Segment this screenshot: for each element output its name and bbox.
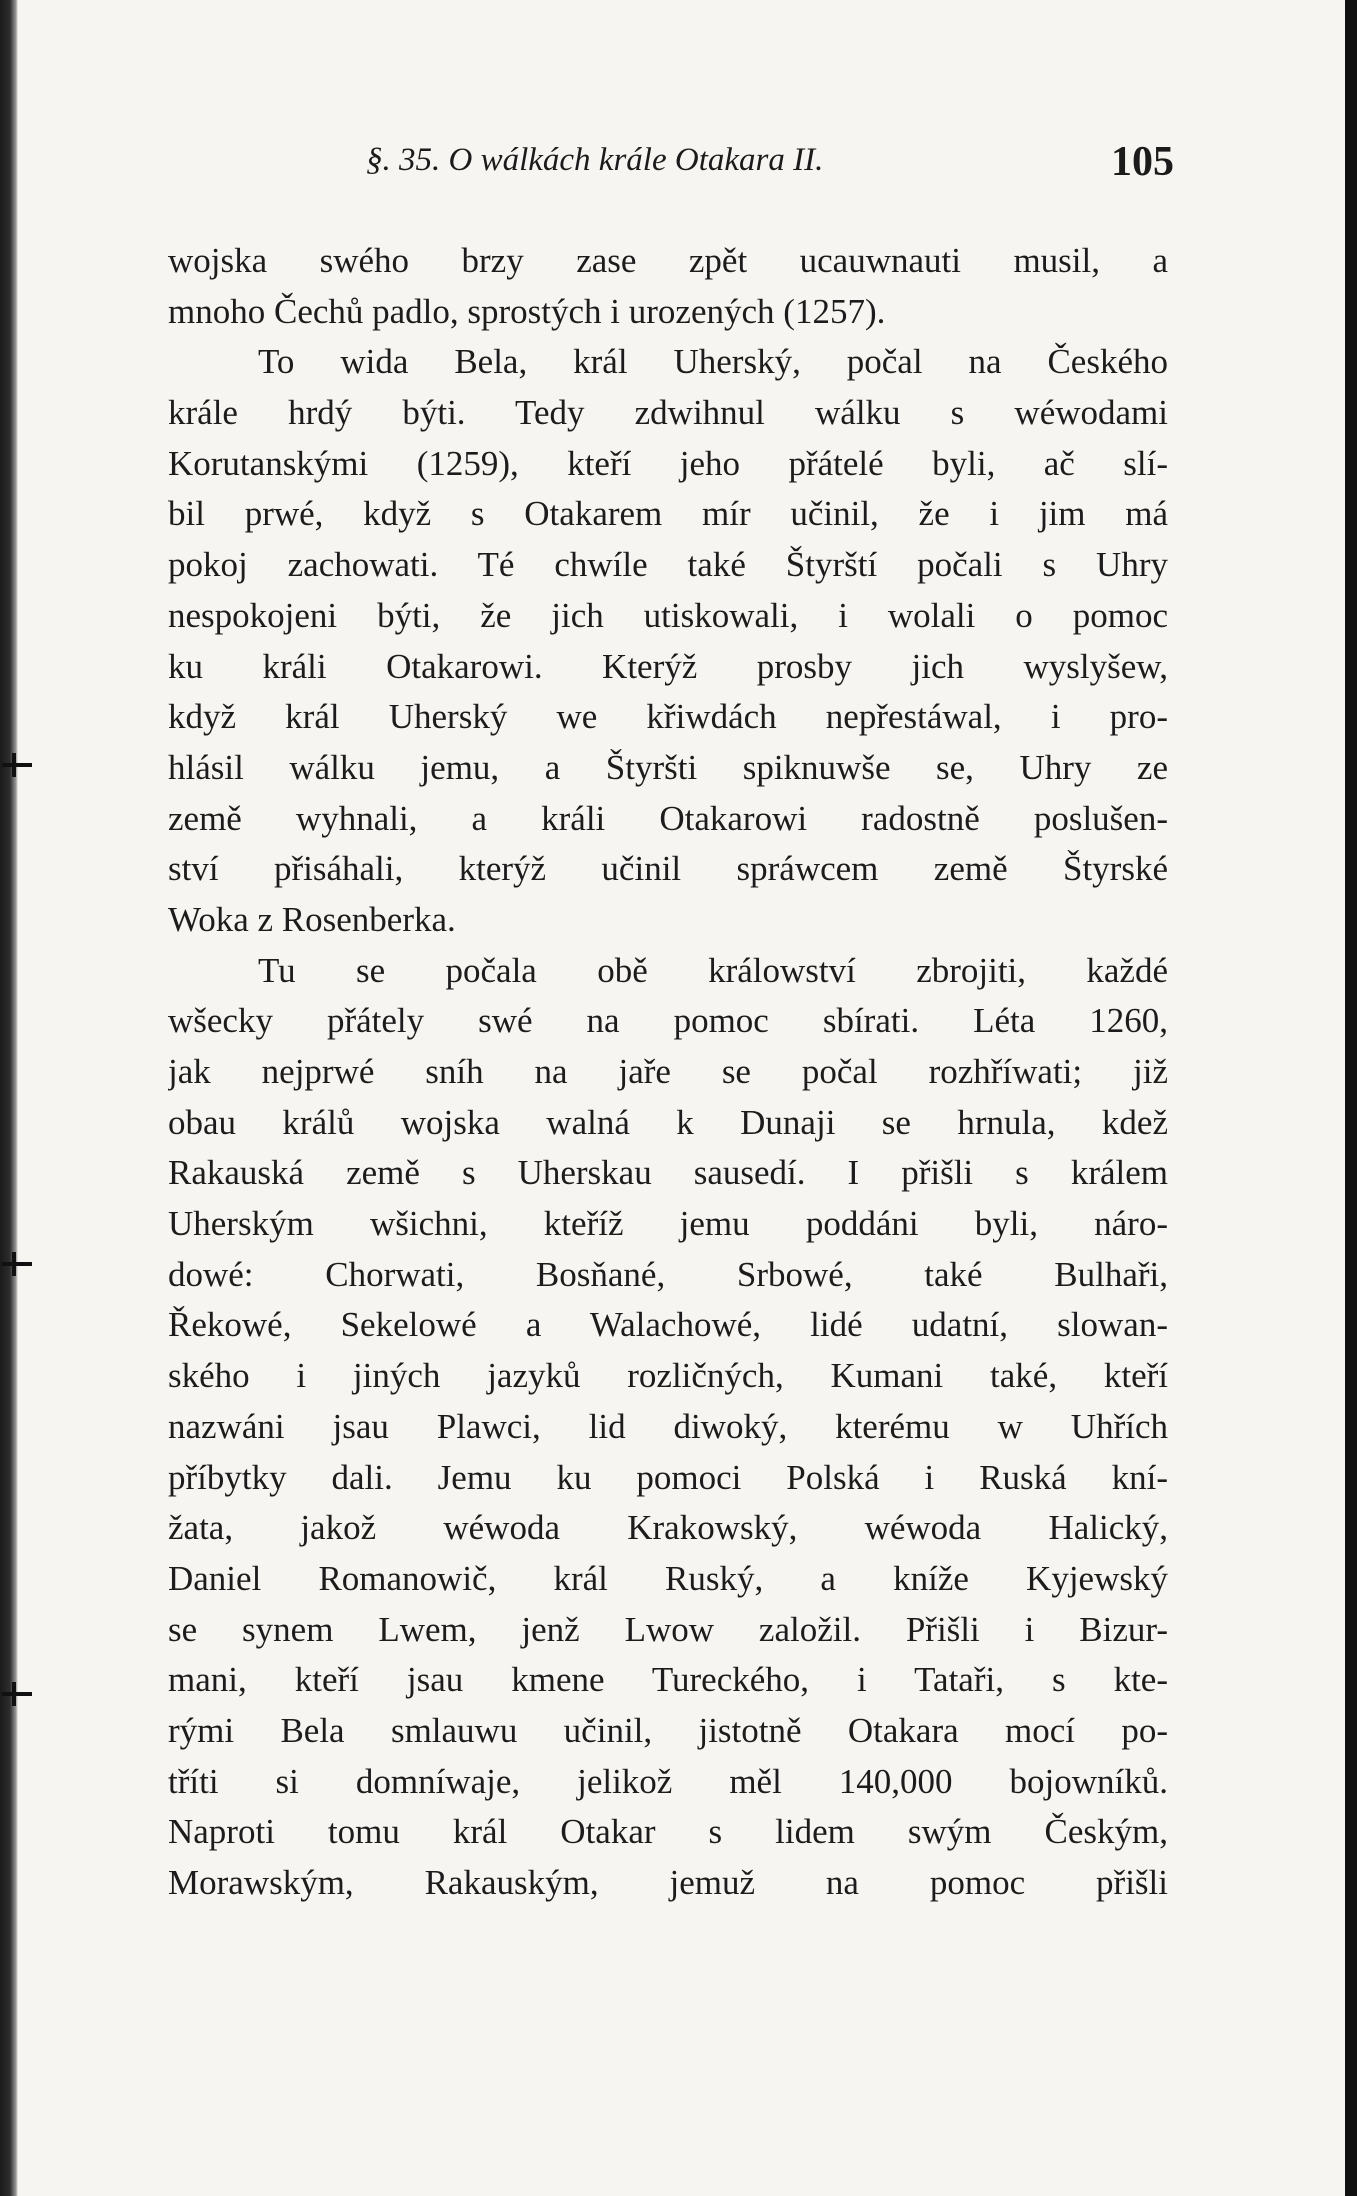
- text-line: příbytky dali. Jemu ku pomoci Polská i Ruská kní-: [168, 1457, 1168, 1497]
- text-line: ství přisáhali, kterýž učinil spráwcem země Štyrské: [168, 849, 1168, 889]
- scan-mark: [2, 1262, 32, 1266]
- text-line: když král Uherský we křiwdách nepřestáwal, i pro-: [168, 697, 1168, 737]
- text-line: krále hrdý býti. Tedy zdwihnul wálku s wéwodami: [168, 393, 1168, 433]
- text-line: To wida Bela, král Uherský, počal na Českého: [258, 342, 1168, 382]
- text-line: Uherským wšichni, kteříž jemu poddáni byli, náro-: [168, 1204, 1168, 1244]
- page-edge-shadow: [1345, 0, 1357, 2196]
- text-line: Korutanskými (1259), kteří jeho přátelé byli, ač slí-: [168, 443, 1168, 483]
- body-text: [168, 236, 1168, 1909]
- running-head: §. 35. O wálkách krále Otakara II.: [366, 142, 824, 178]
- text-line: mani, kteří jsau kmene Tureckého, i Tataři, s kte-: [168, 1660, 1168, 1700]
- binding-edge: [0, 0, 18, 2196]
- text-line: Tu se počala obě králowství zbrojiti, každé: [258, 950, 1168, 990]
- text-line: dowé: Chorwati, Bosňané, Srbowé, také Bulhaři,: [168, 1254, 1168, 1294]
- text-line: žata, jakož wéwoda Krakowský, wéwoda Halický,: [168, 1508, 1168, 1548]
- text-line: země wyhnali, a králi Otakarowi radostně poslušen-: [168, 798, 1168, 838]
- text-line: bil prwé, když s Otakarem mír učinil, že i jim má: [168, 494, 1168, 534]
- text-line: se synem Lwem, jenž Lwow založil. Přišli i Bizur-: [168, 1609, 1168, 1649]
- text-line: Woka z Rosenberka.: [168, 899, 456, 939]
- scan-mark: [2, 763, 32, 767]
- text-line: obau králů wojska walná k Dunaji se hrnula, kdež: [168, 1102, 1168, 1142]
- page-number: 105: [1111, 139, 1174, 185]
- text-line: wojska swého brzy zase zpět ucauwnauti musil, a: [168, 241, 1168, 280]
- text-line: wšecky přátely swé na pomoc sbírati. Léta 1260,: [168, 1001, 1168, 1041]
- text-line: rými Bela smlauwu učinil, jistotně Otakara mocí po-: [168, 1710, 1168, 1750]
- text-line: Morawským, Rakauským, jemuž na pomoc přišli: [168, 1863, 1168, 1902]
- text-line: nespokojeni býti, že jich utiskowali, i wolali o pomoc: [168, 595, 1168, 635]
- text-line: pokoj zachowati. Té chwíle také Štyrští počali s Uhry: [168, 545, 1168, 585]
- text-line: Rakauská země s Uherskau sausedí. I přišli s králem: [168, 1153, 1168, 1193]
- text-line: nazwáni jsau Plawci, lid diwoký, kterému w Uhřích: [168, 1406, 1168, 1446]
- text-line: ského i jiných jazyků rozličných, Kumani také, kteří: [168, 1356, 1168, 1396]
- scan-mark: [2, 1692, 32, 1696]
- text-line: hlásil wálku jemu, a Štyršti spiknuwše se, Uhry ze: [168, 747, 1168, 787]
- text-line: Řekowé, Sekelowé a Walachowé, lidé udatní, slowan-: [168, 1305, 1168, 1345]
- text-line: ku králi Otakarowi. Kterýž prosby jich wyslyšew,: [168, 646, 1168, 686]
- page-header: [366, 139, 1174, 192]
- text-line: jak nejprwé sníh na jaře se počal rozhříwati; již: [168, 1052, 1168, 1091]
- text-line: mnoho Čechů padlo, sprostých i urozených (1257).: [168, 291, 886, 331]
- text-line: Naproti tomu král Otakar s lidem swým Českým,: [168, 1812, 1168, 1852]
- text-line: tříti si domníwaje, jelikož měl 140,000 bojowníků.: [168, 1761, 1168, 1801]
- text-line: Daniel Romanowič, král Ruský, a kníže Kyjewský: [168, 1558, 1168, 1598]
